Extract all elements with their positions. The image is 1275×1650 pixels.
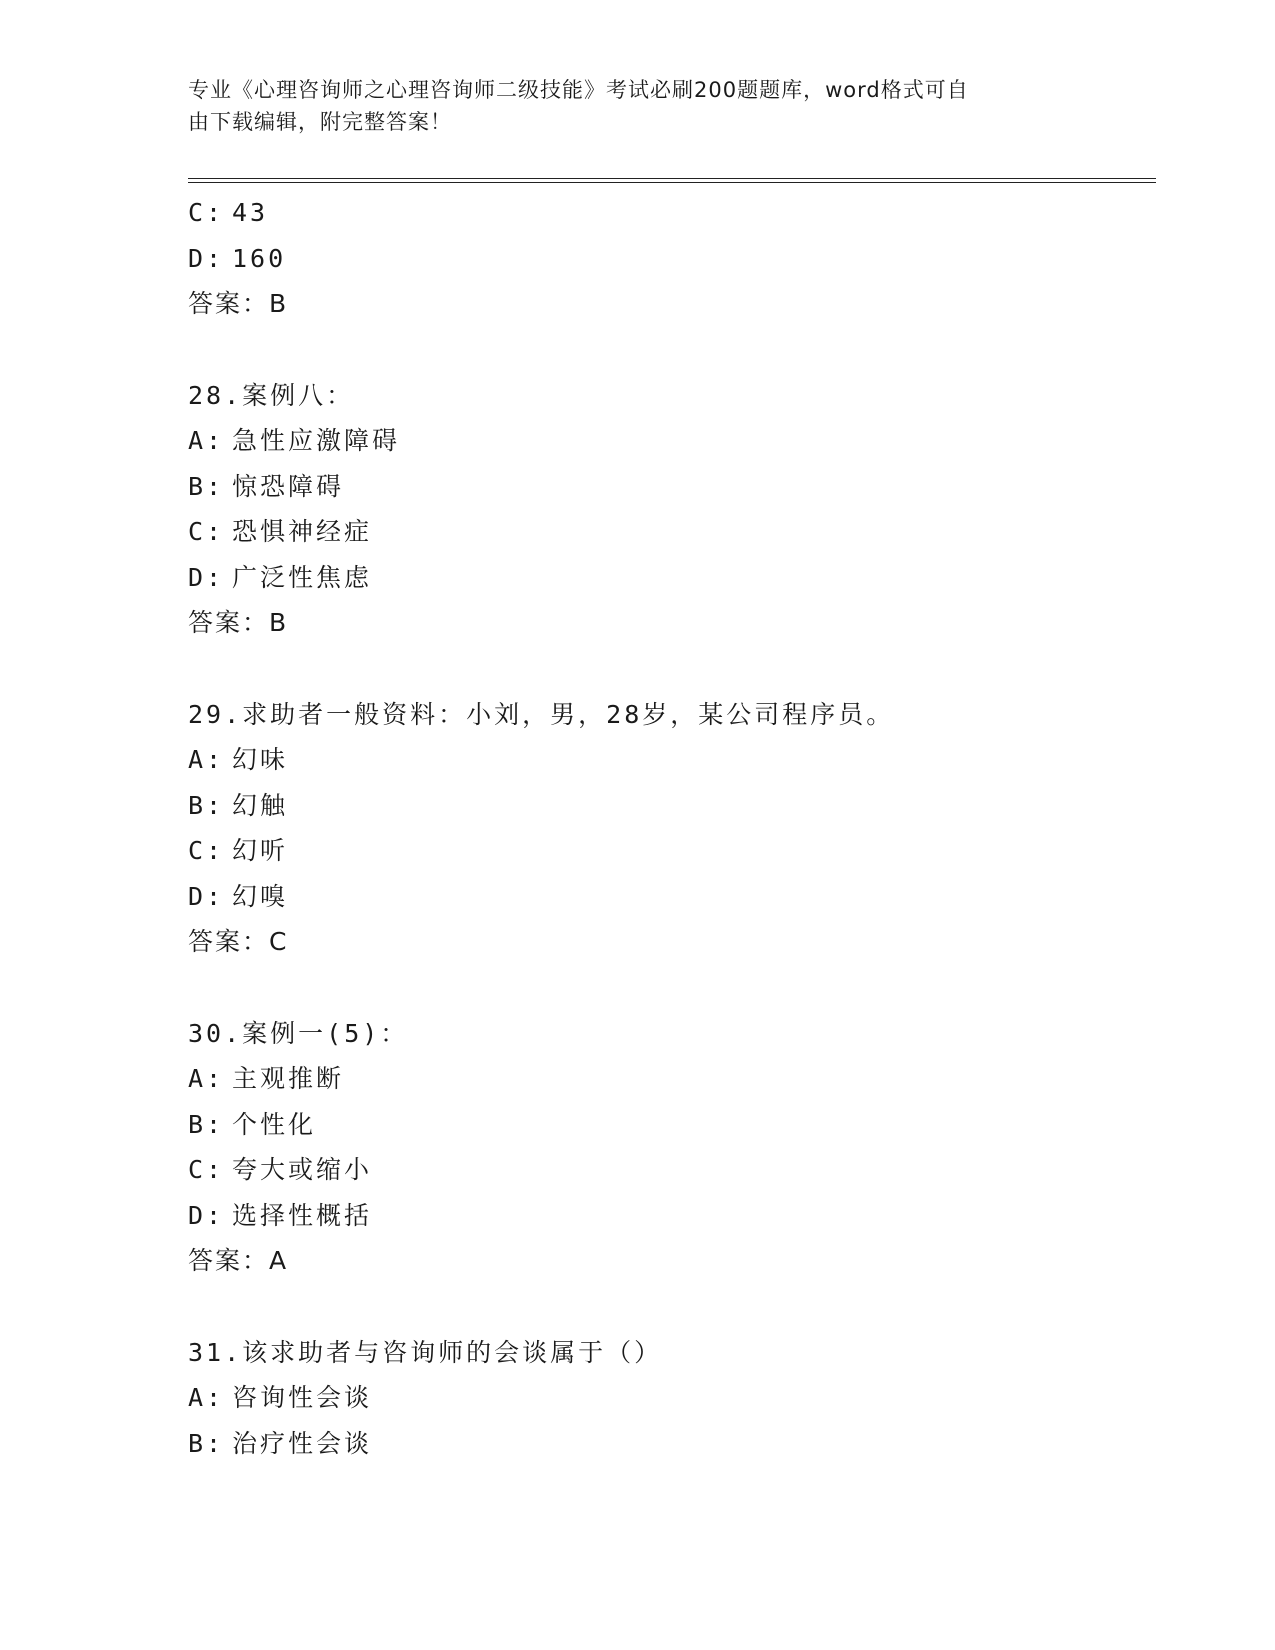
answer-line: 答案：A <box>188 1246 289 1275</box>
answer-line: 答案：B <box>188 289 289 318</box>
answer-line: 答案：B <box>188 608 289 637</box>
option-label: A: <box>188 745 225 774</box>
option-text: 广泛性焦虑 <box>232 562 373 592</box>
option-label: B: <box>188 1109 225 1139</box>
option-d <box>188 1193 1156 1239</box>
option-c <box>188 1147 1156 1193</box>
spacer <box>188 965 1156 1011</box>
question-continuation <box>188 190 1156 327</box>
header-line-2: 由下载编辑，附完整答案！ <box>188 110 452 134</box>
option-text: 幻听 <box>232 836 289 865</box>
spacer <box>188 327 1156 373</box>
option-label: B: <box>188 471 225 501</box>
option-text: 恐惧神经症 <box>232 517 373 546</box>
option-c <box>188 509 1156 555</box>
option-a <box>188 1056 1156 1102</box>
option-text: 治疗性会谈 <box>232 1428 373 1458</box>
option-text: 夸大或缩小 <box>232 1155 373 1184</box>
option-text: 急性应激障碍 <box>232 426 401 455</box>
option-b <box>188 1421 1156 1467</box>
header-line-1: 专业《心理咨询师之心理咨询师二级技能》考试必刷200题题库，word格式可自 <box>188 78 969 102</box>
option-label: C: <box>188 1155 225 1184</box>
question-31 <box>188 1330 1156 1467</box>
spacer <box>188 1284 1156 1330</box>
answer-line: 答案：C <box>188 927 289 956</box>
option-label: C: <box>188 517 225 546</box>
option-text: 幻触 <box>232 790 289 820</box>
option-label: D: <box>188 243 225 273</box>
question-29 <box>188 692 1156 965</box>
header-divider-top <box>188 178 1156 179</box>
document-header <box>188 74 1088 138</box>
option-text: 惊恐障碍 <box>232 471 345 501</box>
option-d <box>188 874 1156 920</box>
option-b <box>188 1102 1156 1148</box>
option-text: 主观推断 <box>232 1064 345 1093</box>
option-label: B: <box>188 1428 225 1458</box>
question-28 <box>188 373 1156 646</box>
question-title: 31.该求助者与咨询师的会谈属于（） <box>188 1337 663 1367</box>
option-label: D: <box>188 1200 225 1230</box>
option-b <box>188 464 1156 510</box>
option-text: 个性化 <box>232 1109 317 1139</box>
question-title: 29.求助者一般资料：小刘，男，28岁，某公司程序员。 <box>188 699 895 729</box>
option-label: B: <box>188 790 225 820</box>
option-text: 幻嗅 <box>232 881 289 911</box>
question-30 <box>188 1011 1156 1284</box>
option-label: A: <box>188 426 225 455</box>
option-c <box>188 190 1156 236</box>
option-d <box>188 236 1156 282</box>
option-text: 160 <box>232 243 287 273</box>
option-text: 咨询性会谈 <box>232 1383 373 1412</box>
option-text: 幻味 <box>232 745 289 774</box>
option-label: D: <box>188 562 225 592</box>
spacer <box>188 646 1156 692</box>
question-title: 28.案例八： <box>188 380 355 410</box>
option-label: C: <box>188 836 225 865</box>
option-label: D: <box>188 881 225 911</box>
option-a <box>188 1375 1156 1421</box>
option-a <box>188 737 1156 783</box>
question-list <box>188 190 1156 1466</box>
option-label: A: <box>188 1064 225 1093</box>
option-d <box>188 555 1156 601</box>
option-label: A: <box>188 1383 225 1412</box>
option-text: 选择性概括 <box>232 1200 373 1230</box>
option-a <box>188 418 1156 464</box>
question-title: 30.案例一(5)： <box>188 1018 409 1048</box>
option-c <box>188 828 1156 874</box>
header-divider-bottom <box>188 182 1156 183</box>
option-text: 43 <box>232 198 269 227</box>
option-label: C: <box>188 198 225 227</box>
option-b <box>188 783 1156 829</box>
